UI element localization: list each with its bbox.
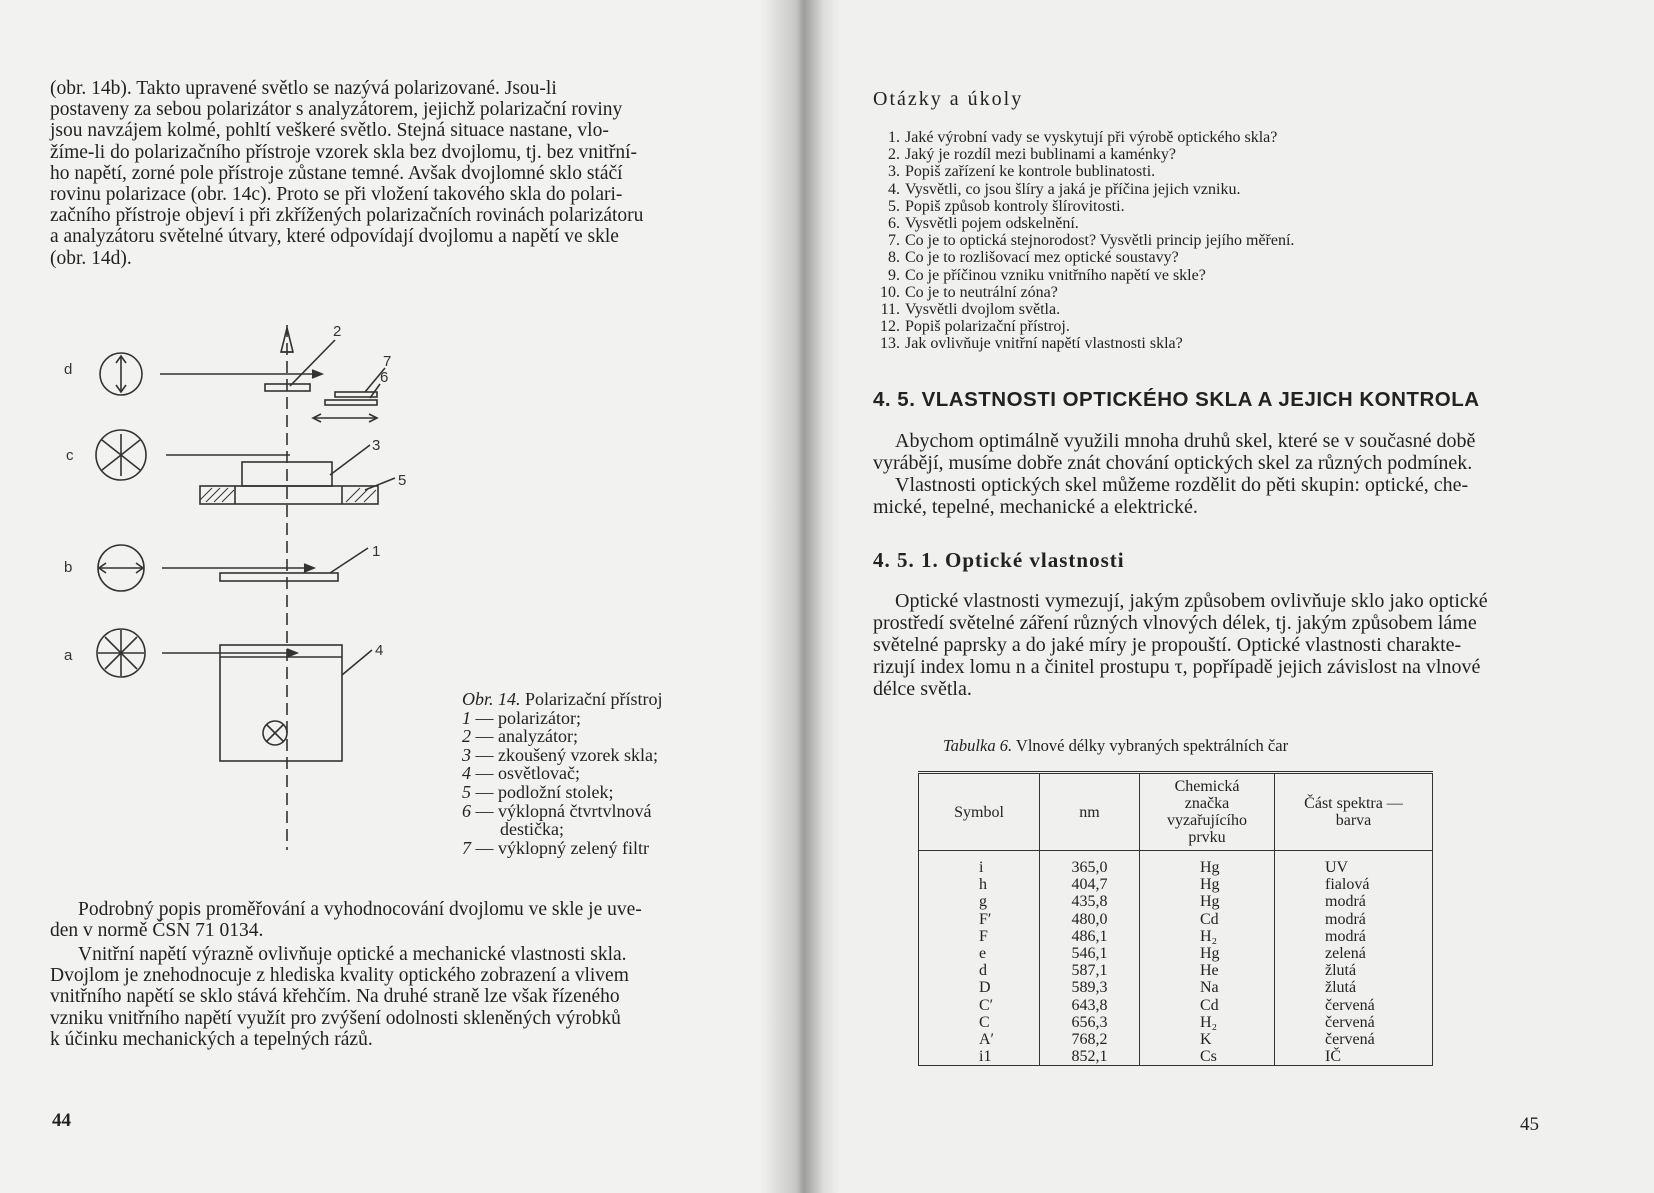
label-2: 2 xyxy=(333,323,342,340)
text-line: den v normě ČSN 71 0134. xyxy=(50,920,264,942)
text-line: k účinku mechanických a tepelných rázů. xyxy=(50,1028,373,1050)
text-line: Abychom optimálně využili mnoha druhů skel, které se v současné době xyxy=(895,430,1476,452)
section-heading: 4. 5. VLASTNOSTI OPTICKÉHO SKLA A JEJICH KONTROLA xyxy=(873,388,1480,411)
caption-item: 6 — výklopná čtvrtvlnová xyxy=(462,800,652,821)
column-header-symbol: Symbol xyxy=(919,773,1040,851)
caption-item: 7 — výklopný zelený filtr xyxy=(462,837,649,858)
label-b: b xyxy=(64,559,73,576)
table-row: A′ 768,2 K červená xyxy=(919,1031,1433,1048)
caption-item: 2 — analyzátor; xyxy=(462,726,578,747)
list-item: 5. Popiš způsob kontroly šlírovitosti. xyxy=(888,197,1125,215)
list-item: 11. Vysvětli dvojlom světla. xyxy=(880,301,1061,319)
label-d: d xyxy=(64,361,73,378)
circle-b xyxy=(98,545,144,591)
table-row: C 656,3 H₂ červená xyxy=(919,1014,1433,1031)
figure-caption xyxy=(462,690,662,857)
page-number-right: 45 xyxy=(1520,1114,1539,1135)
page-number-left: 44 xyxy=(52,1110,71,1131)
list-item: 3. Popiš zařízení ke kontrole bublinatosti. xyxy=(888,163,1156,181)
text-line: ho napětí, zorné pole přístroje zůstane temné. Avšak dvojlomné sklo stáčí xyxy=(50,162,623,184)
text-line: Podrobný popis proměřování a vyhodnocování dvojlomu ve skle je uve- xyxy=(78,899,642,920)
text-line: Vnitřní napětí výrazně ovlivňuje optické a mechanické vlastnosti skla. xyxy=(78,944,627,965)
list-item: 9. Co je příčinou vzniku vnitřního napětí ve skle? xyxy=(888,266,1206,284)
text-line: vzniku vnitřního napětí využít pro zvýšení odolnosti skleněných výrobků xyxy=(50,1007,621,1029)
questions-list xyxy=(870,129,1294,353)
paragraph-internal-stress xyxy=(50,944,736,1050)
text-line: Dvojlom je znehodnocuje z hlediska kvality optického zobrazení a vlivem xyxy=(50,965,629,987)
table-caption xyxy=(943,736,1288,756)
questions-heading: Otázky a úkoly xyxy=(873,88,1024,110)
text-line: mické, tepelné, mechanické a elektrické. xyxy=(873,496,1198,518)
table-row: g 435,8 Hg modrá xyxy=(919,893,1433,910)
text-line: Optické vlastnosti vymezují, jakým způsobem ovlivňuje sklo jako optické xyxy=(895,590,1488,612)
table-row: D 589,3 Na žlutá xyxy=(919,979,1433,996)
text-line: a analyzátoru světelné útvary, které odpovídají dvojlomu a napětí ve skle xyxy=(50,226,619,248)
paragraph-optical-properties xyxy=(873,590,1563,700)
caption-item: 4 — osvětlovač; xyxy=(462,763,580,784)
label-3: 3 xyxy=(372,437,381,454)
list-item: 4. Vysvětli, co jsou šlíry a jaká je příčina jejich vzniku. xyxy=(888,180,1241,198)
label-4: 4 xyxy=(375,642,384,659)
text-line: rizují index lomu n a činitel prostupu τ, popřípadě jejich závislost na vlnové xyxy=(873,656,1481,678)
text-line: jsou navzájem kolmé, pohltí veškeré světlo. Stejná situace nastane, vlo- xyxy=(50,120,609,142)
table-row: e 546,1 Hg zelená xyxy=(919,945,1433,962)
paragraph-glass-properties xyxy=(873,430,1563,518)
list-item: 10. Co je to neutrální zóna? xyxy=(880,283,1058,301)
label-c: c xyxy=(66,447,74,464)
subsection-heading: 4. 5. 1. Optické vlastnosti xyxy=(873,548,1125,572)
caption-prefix: Obr. 14. xyxy=(462,689,521,709)
label-1: 1 xyxy=(372,543,381,560)
book-gutter xyxy=(760,0,840,1193)
text-line: rovinu polarizace (obr. 14c). Proto se při vložení takového skla do polari- xyxy=(50,184,623,206)
text-line: vyrábějí, musíme dobře znát chování optických skel za různých podmínek. xyxy=(873,452,1473,474)
label-7: 7 xyxy=(383,353,392,370)
caption-item: 1 — polarizátor; xyxy=(462,707,581,728)
circle-c xyxy=(96,430,146,480)
text-line: (obr. 14b). Takto upravené světlo se nazývá polarizované. Jsou-li xyxy=(50,78,557,99)
table-row: i 365,0 Hg UV xyxy=(919,851,1433,877)
table-row: F′ 480,0 Cd modrá xyxy=(919,911,1433,928)
label-5: 5 xyxy=(398,472,407,489)
text-line: délce světla. xyxy=(873,678,972,700)
caption-item: 5 — podložní stolek; xyxy=(462,781,614,802)
spectral-lines-table xyxy=(918,771,1433,1066)
text-line: prostředí světelné záření různých vlnových délek, tj. jakým způsobem láme xyxy=(873,612,1477,634)
label-a: a xyxy=(64,647,73,664)
text-line: (obr. 14d). xyxy=(50,247,132,269)
text-line: světelné paprsky a do jaké míry je propouští. Optické vlastnosti charakte- xyxy=(873,634,1462,656)
text-line: postaveny za sebou polarizátor s analyzátorem, jejichž polarizační roviny xyxy=(50,99,623,121)
column-header-chem: Chemická značka vyzařujícího prvku xyxy=(1140,773,1275,851)
table-row: F 486,1 H₂ modrá xyxy=(919,928,1433,945)
label-6: 6 xyxy=(380,369,389,386)
figure-polarization-apparatus xyxy=(50,310,450,870)
text-line: žíme-li do polarizačního přístroje vzorek skla bez dvojlomu, tj. bez vnitřní- xyxy=(50,141,637,163)
left-page xyxy=(0,0,800,1193)
column-header-nm: nm xyxy=(1040,773,1140,851)
text-line: začního přístroje objeví i při zkřížených polarizačních rovinách polarizátoru xyxy=(50,205,644,227)
list-item: 7. Co je to optická stejnorodost? Vysvětli princip jejího měření. xyxy=(888,232,1295,250)
table-row: i1 852,1 Cs IČ xyxy=(919,1048,1433,1066)
table-row: h 404,7 Hg fialová xyxy=(919,876,1433,893)
circle-a xyxy=(97,629,145,677)
circle-d xyxy=(100,353,142,395)
table-caption-text: Vlnové délky vybraných spektrálních čar xyxy=(1015,736,1289,755)
list-item: 8. Co je to rozlišovací mez optické soustavy? xyxy=(888,249,1179,267)
table-caption-prefix: Tabulka 6. xyxy=(943,736,1013,755)
paragraph-norm xyxy=(50,899,736,941)
list-item: 6. Vysvětli pojem odskelnění. xyxy=(888,215,1079,233)
caption-title: Polarizační přístroj xyxy=(525,689,663,709)
table-row: C′ 643,8 Cd červená xyxy=(919,997,1433,1014)
caption-item: destička; xyxy=(500,819,564,840)
list-item: 13. Jak ovlivňuje vnitřní napětí vlastnosti skla? xyxy=(880,335,1183,353)
list-item: 12. Popiš polarizační přístroj. xyxy=(880,318,1070,336)
list-item: 2. Jaký je rozdíl mezi bublinami a kaménky? xyxy=(888,146,1177,164)
table-row: d 587,1 He žlutá xyxy=(919,962,1433,979)
column-header-part: Část spektra — barva xyxy=(1275,773,1433,851)
caption-title-line xyxy=(462,690,662,709)
list-item: 1. Jaké výrobní vady se vyskytují při výrobě optického skla? xyxy=(888,129,1278,146)
table-header-row xyxy=(919,773,1433,851)
paragraph-polarization xyxy=(50,78,736,269)
text-line: vnitřního napětí se sklo stává křehčím. Na druhé straně lze však řízeného xyxy=(50,986,620,1008)
text-line: Vlastnosti optických skel můžeme rozdělit do pěti skupin: optické, che- xyxy=(895,474,1469,496)
caption-item: 3 — zkoušený vzorek skla; xyxy=(462,744,658,765)
